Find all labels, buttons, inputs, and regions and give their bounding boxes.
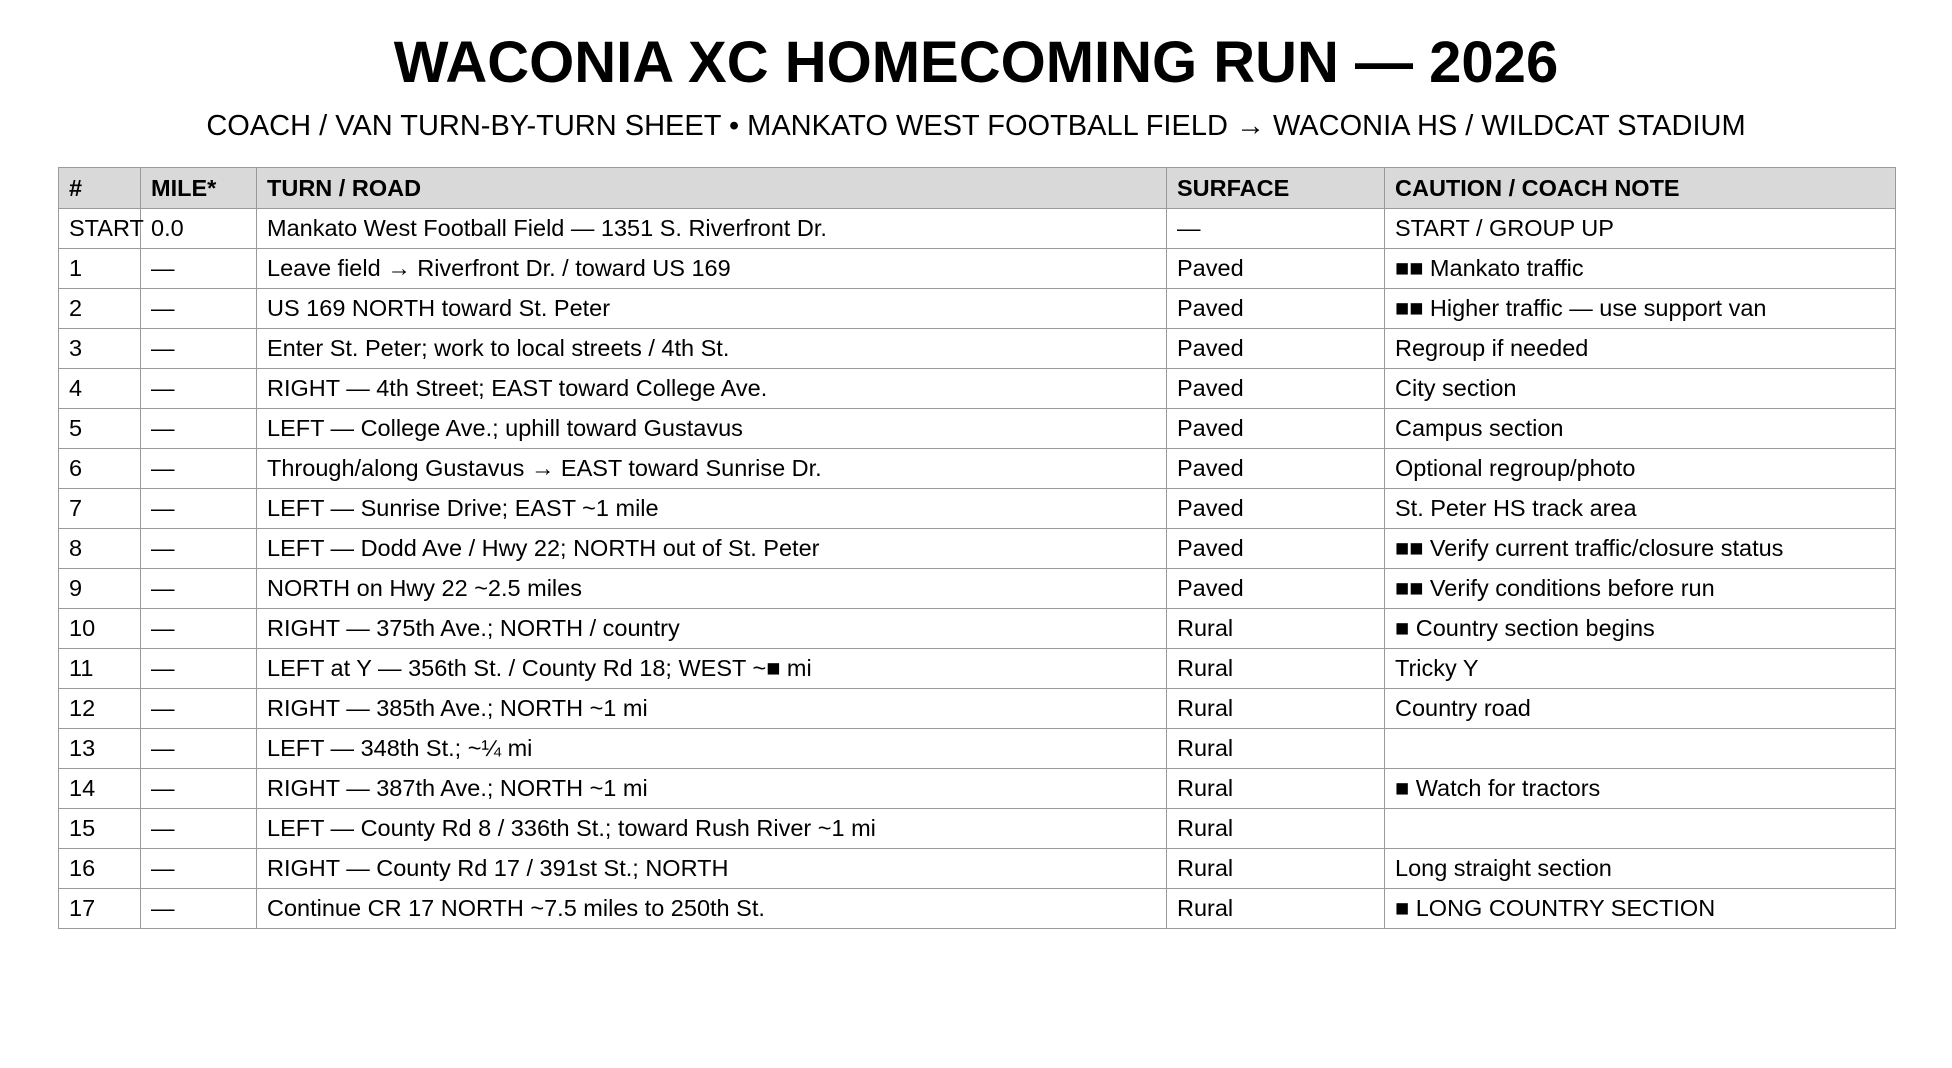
cell-number: 11 [59, 649, 141, 689]
cell-caution-note: City section [1385, 369, 1896, 409]
cell-mile: — [141, 809, 257, 849]
cell-mile: — [141, 409, 257, 449]
cell-caution-note: ■ Watch for tractors [1385, 769, 1896, 809]
cell-caution-note: Optional regroup/photo [1385, 449, 1896, 489]
cell-caution-note: ■■ Verify current traffic/closure status [1385, 529, 1896, 569]
cell-turn-road: RIGHT — 387th Ave.; NORTH ~1 mi [257, 769, 1167, 809]
cell-number: 15 [59, 809, 141, 849]
table-row [59, 209, 1896, 249]
cell-turn-road: Enter St. Peter; work to local streets / 4th St. [257, 329, 1167, 369]
table-row [59, 249, 1896, 289]
cell-mile: — [141, 889, 257, 929]
cell-mile: — [141, 529, 257, 569]
table-row [59, 449, 1896, 489]
cell-number: 16 [59, 849, 141, 889]
cell-surface: Rural [1167, 849, 1385, 889]
cell-mile: — [141, 649, 257, 689]
column-header-number: # [59, 168, 141, 209]
cell-surface: Paved [1167, 369, 1385, 409]
cell-mile: — [141, 609, 257, 649]
cell-mile: — [141, 689, 257, 729]
table-row [59, 729, 1896, 769]
cell-turn-road: Continue CR 17 NORTH ~7.5 miles to 250th St. [257, 889, 1167, 929]
cell-number: 6 [59, 449, 141, 489]
cell-surface: Paved [1167, 249, 1385, 289]
cell-turn-road: LEFT at Y — 356th St. / County Rd 18; WEST ~■ mi [257, 649, 1167, 689]
table-row [59, 329, 1896, 369]
cell-number: 10 [59, 609, 141, 649]
cell-number: 7 [59, 489, 141, 529]
cell-caution-note [1385, 729, 1896, 769]
cell-mile: — [141, 449, 257, 489]
turn-by-turn-table [58, 167, 1896, 929]
cell-surface: Rural [1167, 809, 1385, 849]
cell-surface: Paved [1167, 449, 1385, 489]
table-header [59, 168, 1896, 209]
table-row [59, 889, 1896, 929]
table-row [59, 369, 1896, 409]
cell-number: 12 [59, 689, 141, 729]
cell-number: 8 [59, 529, 141, 569]
cell-surface: Paved [1167, 329, 1385, 369]
cell-caution-note: Regroup if needed [1385, 329, 1896, 369]
cell-mile: — [141, 729, 257, 769]
cell-number: 3 [59, 329, 141, 369]
cell-caution-note [1385, 809, 1896, 849]
cell-turn-road: Leave field → Riverfront Dr. / toward US 169 [257, 249, 1167, 289]
cell-turn-road: NORTH on Hwy 22 ~2.5 miles [257, 569, 1167, 609]
cell-caution-note: ■ Country section begins [1385, 609, 1896, 649]
cell-caution-note: Country road [1385, 689, 1896, 729]
cell-surface: Rural [1167, 729, 1385, 769]
cell-mile: — [141, 329, 257, 369]
cell-caution-note: Tricky Y [1385, 649, 1896, 689]
cell-caution-note: ■■ Higher traffic — use support van [1385, 289, 1896, 329]
cell-number: 1 [59, 249, 141, 289]
cell-turn-road: LEFT — College Ave.; uphill toward Gustavus [257, 409, 1167, 449]
table-row [59, 289, 1896, 329]
table-body [59, 209, 1896, 929]
cell-mile: — [141, 769, 257, 809]
cell-caution-note: Campus section [1385, 409, 1896, 449]
cell-mile: — [141, 849, 257, 889]
header-row [59, 168, 1896, 209]
table-row [59, 529, 1896, 569]
cell-number: START [59, 209, 141, 249]
column-header-turn-road: TURN / ROAD [257, 168, 1167, 209]
cell-surface: Paved [1167, 529, 1385, 569]
cell-number: 9 [59, 569, 141, 609]
table-row [59, 409, 1896, 449]
cell-number: 17 [59, 889, 141, 929]
cell-turn-road: LEFT — Sunrise Drive; EAST ~1 mile [257, 489, 1167, 529]
cell-number: 4 [59, 369, 141, 409]
page-title: WACONIA XC HOMECOMING RUN — 2026 [393, 30, 1559, 95]
cell-number: 5 [59, 409, 141, 449]
cell-surface: Paved [1167, 569, 1385, 609]
cell-turn-road: RIGHT — 4th Street; EAST toward College Ave. [257, 369, 1167, 409]
table-row [59, 849, 1896, 889]
cell-mile: — [141, 289, 257, 329]
table-row [59, 689, 1896, 729]
cell-surface: — [1167, 209, 1385, 249]
cell-turn-road: LEFT — Dodd Ave / Hwy 22; NORTH out of St. Peter [257, 529, 1167, 569]
column-header-mile: MILE* [141, 168, 257, 209]
cell-surface: Rural [1167, 769, 1385, 809]
cell-surface: Rural [1167, 889, 1385, 929]
table-row [59, 609, 1896, 649]
cell-caution-note: ■ LONG COUNTRY SECTION [1385, 889, 1896, 929]
cell-number: 13 [59, 729, 141, 769]
cell-surface: Rural [1167, 689, 1385, 729]
table-row [59, 809, 1896, 849]
cell-caution-note: St. Peter HS track area [1385, 489, 1896, 529]
cell-mile: — [141, 569, 257, 609]
column-header-surface: SURFACE [1167, 168, 1385, 209]
cell-mile: — [141, 489, 257, 529]
cell-surface: Paved [1167, 409, 1385, 449]
table-row [59, 569, 1896, 609]
cell-turn-road: RIGHT — County Rd 17 / 391st St.; NORTH [257, 849, 1167, 889]
cell-turn-road: Mankato West Football Field — 1351 S. Riverfront Dr. [257, 209, 1167, 249]
column-header-caution-note: CAUTION / COACH NOTE [1385, 168, 1896, 209]
cell-mile: 0.0 [141, 209, 257, 249]
cell-turn-road: RIGHT — 375th Ave.; NORTH / country [257, 609, 1167, 649]
cell-turn-road: RIGHT — 385th Ave.; NORTH ~1 mi [257, 689, 1167, 729]
cell-mile: — [141, 369, 257, 409]
cell-surface: Paved [1167, 289, 1385, 329]
cell-turn-road: Through/along Gustavus → EAST toward Sunrise Dr. [257, 449, 1167, 489]
cell-turn-road: LEFT — County Rd 8 / 336th St.; toward Rush River ~1 mi [257, 809, 1167, 849]
page-subtitle: COACH / VAN TURN-BY-TURN SHEET • MANKATO WEST FOOTBALL FIELD → WACONIA HS / WILDCAT STADIUM [206, 110, 1746, 142]
cell-mile: — [141, 249, 257, 289]
cell-caution-note: Long straight section [1385, 849, 1896, 889]
cell-surface: Rural [1167, 649, 1385, 689]
cell-caution-note: ■■ Mankato traffic [1385, 249, 1896, 289]
cell-caution-note: ■■ Verify conditions before run [1385, 569, 1896, 609]
cell-surface: Rural [1167, 609, 1385, 649]
cell-turn-road: LEFT — 348th St.; ~¼ mi [257, 729, 1167, 769]
cell-caution-note: START / GROUP UP [1385, 209, 1896, 249]
cell-number: 14 [59, 769, 141, 809]
cell-surface: Paved [1167, 489, 1385, 529]
cell-turn-road: US 169 NORTH toward St. Peter [257, 289, 1167, 329]
table-row [59, 489, 1896, 529]
table-row [59, 769, 1896, 809]
table-row [59, 649, 1896, 689]
cell-number: 2 [59, 289, 141, 329]
